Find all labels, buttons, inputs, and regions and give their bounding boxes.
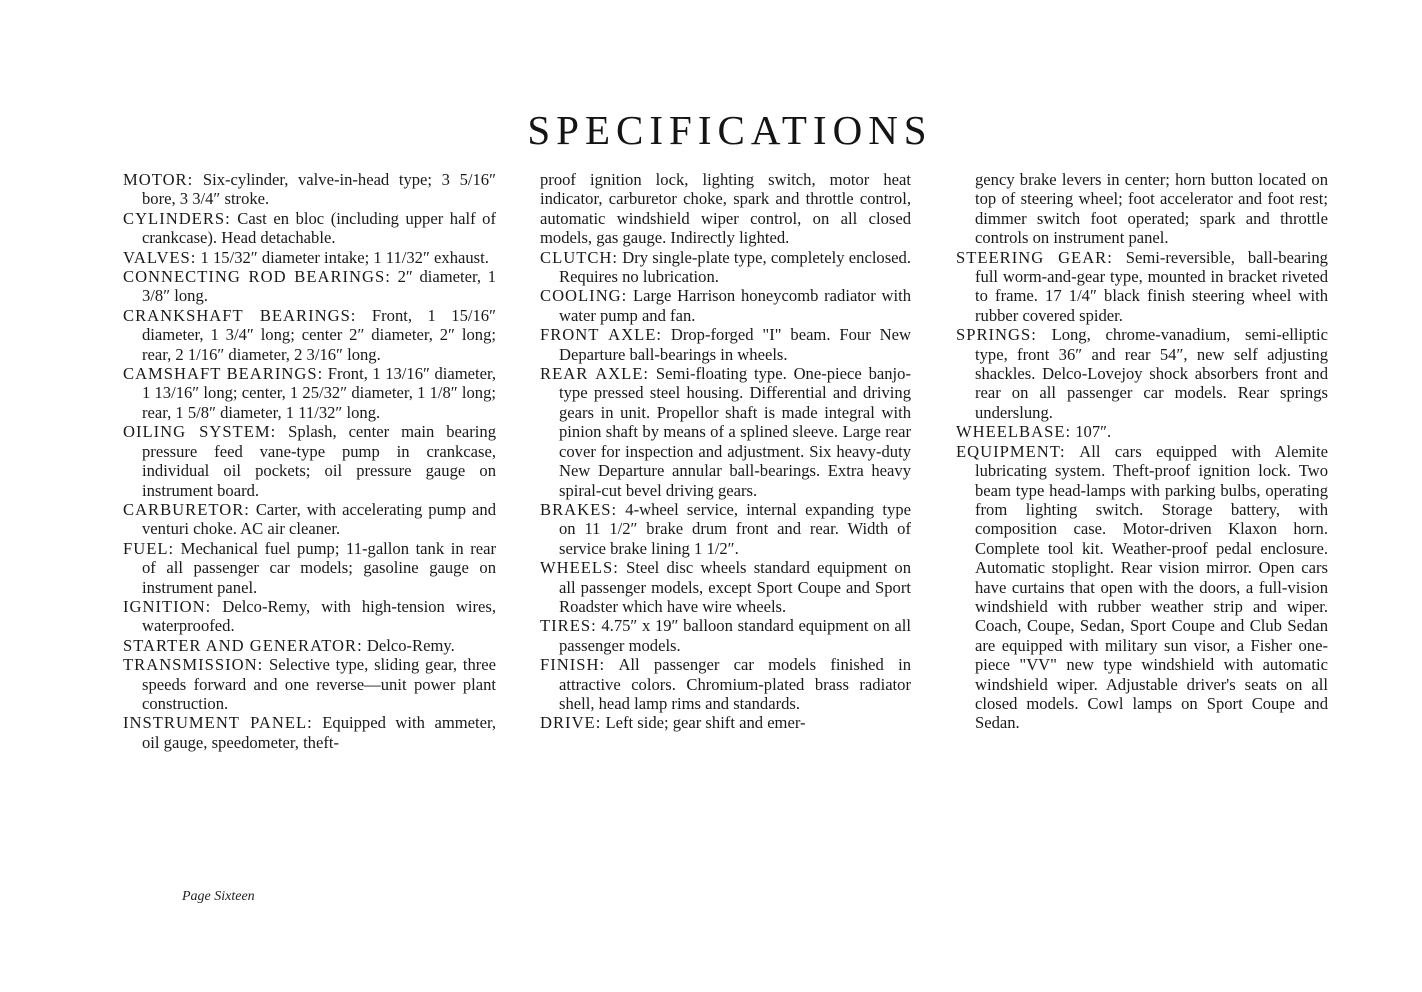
spec-text: 1 15/32″ diameter intake; 1 11/32″ exhaust. (196, 247, 489, 267)
spec-entry (123, 713, 496, 752)
spec-text: Mechanical fuel pump; 11-gallon tank in rear of all passenger car models; gasoline gauge on instrument panel. (142, 538, 496, 597)
spec-entry (540, 364, 911, 500)
spec-entry (123, 539, 496, 597)
spec-label: OILING SYSTEM: (123, 422, 277, 442)
spec-entry (123, 655, 496, 713)
spec-label: FUEL: (123, 538, 175, 558)
spec-entry (123, 170, 496, 209)
spec-text: Semi-floating type. One-piece banjo-type pressed steel housing. Differential and driving gears in unit. Propellor shaft is made integral with pinion shaft by means of a splined sleeve. Large rear cover for inspection and adjustment. Six heavy-duty New Departure annular ball-bearings. Extra heavy spiral-cut bevel driving gears. (559, 364, 911, 500)
spec-entry (956, 442, 1328, 733)
spec-entry (123, 500, 496, 539)
spec-entry (540, 655, 911, 713)
spec-text: Six-cylinder, valve-in-head type; 3 5/16″ bore, 3 3/4″ stroke. (142, 170, 496, 209)
spec-text: Large Harrison honeycomb radiator with water pump and fan. (559, 286, 911, 325)
spec-entry (123, 597, 496, 636)
spec-label: TRANSMISSION: (123, 655, 264, 675)
spec-text: gency brake levers in center; horn button located on top of steering wheel; foot accelerator and foot rest; dimmer switch foot operated; spark and throttle controls on instrument panel. (975, 170, 1328, 248)
spec-entry (540, 713, 911, 732)
spec-label: VALVES: (123, 247, 197, 267)
spec-column-3 (956, 170, 1328, 733)
spec-label: INSTRUMENT PANEL: (123, 713, 313, 733)
spec-entry (956, 325, 1328, 422)
spec-label: DRIVE: (540, 713, 602, 733)
spec-entry (540, 248, 911, 287)
spec-label: EQUIPMENT: (956, 441, 1066, 461)
spec-label: FINISH: (540, 655, 606, 675)
spec-entry (123, 267, 496, 306)
spec-entry (540, 558, 911, 616)
spec-label: WHEELS: (540, 558, 619, 578)
spec-text: Equipped with ammeter, oil gauge, speedometer, theft- (142, 713, 496, 752)
spec-label: COOLING: (540, 286, 628, 306)
spec-entry (956, 422, 1328, 441)
spec-text: Drop-forged "I" beam. Four New Departure ball-bearings in wheels. (559, 325, 911, 364)
spec-label: CYLINDERS: (123, 208, 231, 228)
spec-text: 4-wheel service, internal expanding type on 11 1/2″ brake drum front and rear. Width of service brake lining 1 1/2″. (559, 499, 911, 558)
spec-label: SPRINGS: (956, 325, 1037, 345)
spec-text: Dry single-plate type, completely enclosed. Requires no lubrication. (559, 247, 911, 287)
spec-text: Long, chrome-vanadium, semi-elliptic type, front 36″ and rear 54″, new self adjusting shackles. Delco-Lovejoy shock absorbers front and rear on all passenger car models. Rear springs underslung. (975, 325, 1328, 422)
spec-text: Left side; gear shift and emer- (601, 713, 806, 733)
spec-label: REAR AXLE: (540, 364, 650, 384)
spec-label: FRONT AXLE: (540, 325, 662, 345)
spec-entry (123, 364, 496, 422)
spec-entry (540, 500, 911, 558)
spec-text: Selective type, sliding gear, three speeds forward and one reverse—unit power plant construction. (142, 655, 496, 713)
page-number: Page Sixteen (182, 889, 255, 904)
spec-text: Front, 1 13/16″ diameter, 1 13/16″ long; center, 1 25/32″ diameter, 1 1/8″ long; rear, 1 5/8″ diameter, 1 11/32″ long. (142, 364, 496, 422)
spec-text: 4.75″ x 19″ balloon standard equipment on all passenger models. (559, 616, 911, 655)
spec-label: TIRES: (540, 616, 597, 636)
spec-label: CRANKSHAFT BEARINGS: (123, 305, 357, 325)
spec-text: Steel disc wheels standard equipment on all passenger models, except Sport Coupe and Sport Roadster which have wire wheels. (559, 558, 911, 616)
spec-label: CONNECTING ROD BEARINGS: (123, 267, 391, 287)
page-title: SPECIFICATIONS (527, 107, 933, 153)
spec-label: CAMSHAFT BEARINGS: (123, 364, 324, 384)
spec-text: Delco-Remy, with high-tension wires, waterproofed. (142, 596, 496, 636)
spec-entry (123, 248, 496, 267)
spec-text: Cast en bloc (including upper half of crankcase). Head detachable. (142, 208, 496, 248)
spec-label: BRAKES: (540, 499, 618, 519)
spec-entry (123, 636, 496, 655)
spec-text: 2″ diameter, 1 3/8″ long. (142, 267, 496, 306)
spec-text: All passenger car models finished in attractive colors. Chromium-plated brass radiator shell, head lamp rims and standards. (559, 655, 911, 713)
spec-column-1 (123, 170, 496, 752)
spec-text: Carter, with accelerating pump and venturi choke. AC air cleaner. (142, 499, 496, 539)
spec-entry (540, 170, 911, 248)
spec-text: Delco-Remy. (362, 635, 455, 655)
spec-label: MOTOR: (123, 170, 194, 189)
spec-label: STARTER AND GENERATOR: (123, 635, 363, 655)
spec-label: STEERING GEAR: (956, 247, 1113, 267)
spec-text: Front, 1 15/16″ diameter, 1 3/4″ long; center 2″ diameter, 2″ long; rear, 2 1/16″ diameter, 2 3/16″ long. (142, 305, 496, 364)
spec-entry (123, 209, 496, 248)
spec-text: All cars equipped with Alemite lubricating system. Theft-proof ignition lock. Two beam type head-lamps with parking bulbs, operating from lighting switch. Storage battery, with composition case. Motor-driven Klaxon horn. Complete tool kit. Weather-proof pedal enclosure. Automatic stoplight. Rear vision mirror. Open cars have curtains that open with the doors, a full-vision windshield with rubber weather strip and wiper. Coach, Coupe, Sedan, Sport Coupe and Club Sedan are equipped with military sun visor, a Fisher one-piece "VV" new type windshield with automatic windshield wiper. Adjustable driver's seats on all closed models. Cowl lamps on Sport Coupe and Sedan. (975, 441, 1328, 733)
spec-column-2 (540, 170, 911, 733)
spec-text: Splash, center main bearing pressure feed vane-type pump in crankcase, individual oil pockets; oil pressure gauge on instrument board. (142, 422, 496, 500)
spec-text: Semi-reversible, ball-bearing full worm-and-gear type, mounted in bracket riveted to frame. 17 1/4″ black finish steering wheel with rubber covered spider. (975, 247, 1328, 325)
spec-entry (540, 286, 911, 325)
spec-label: IGNITION: (123, 596, 212, 616)
spec-entry (540, 325, 911, 364)
spec-entry (956, 248, 1328, 326)
spec-entry (540, 616, 911, 655)
spec-label: CLUTCH: (540, 247, 618, 267)
spec-text: proof ignition lock, lighting switch, motor heat indicator, carburetor choke, spark and throttle control, automatic windshield wiper control, on all closed models, gas gauge. Indirectly lighted. (540, 170, 911, 248)
spec-entry (956, 170, 1328, 248)
spec-entry (123, 306, 496, 364)
spec-label: WHEELBASE: (956, 422, 1072, 442)
spec-text: 107″. (1071, 422, 1112, 442)
spec-entry (123, 422, 496, 500)
spec-label: CARBURETOR: (123, 499, 250, 519)
